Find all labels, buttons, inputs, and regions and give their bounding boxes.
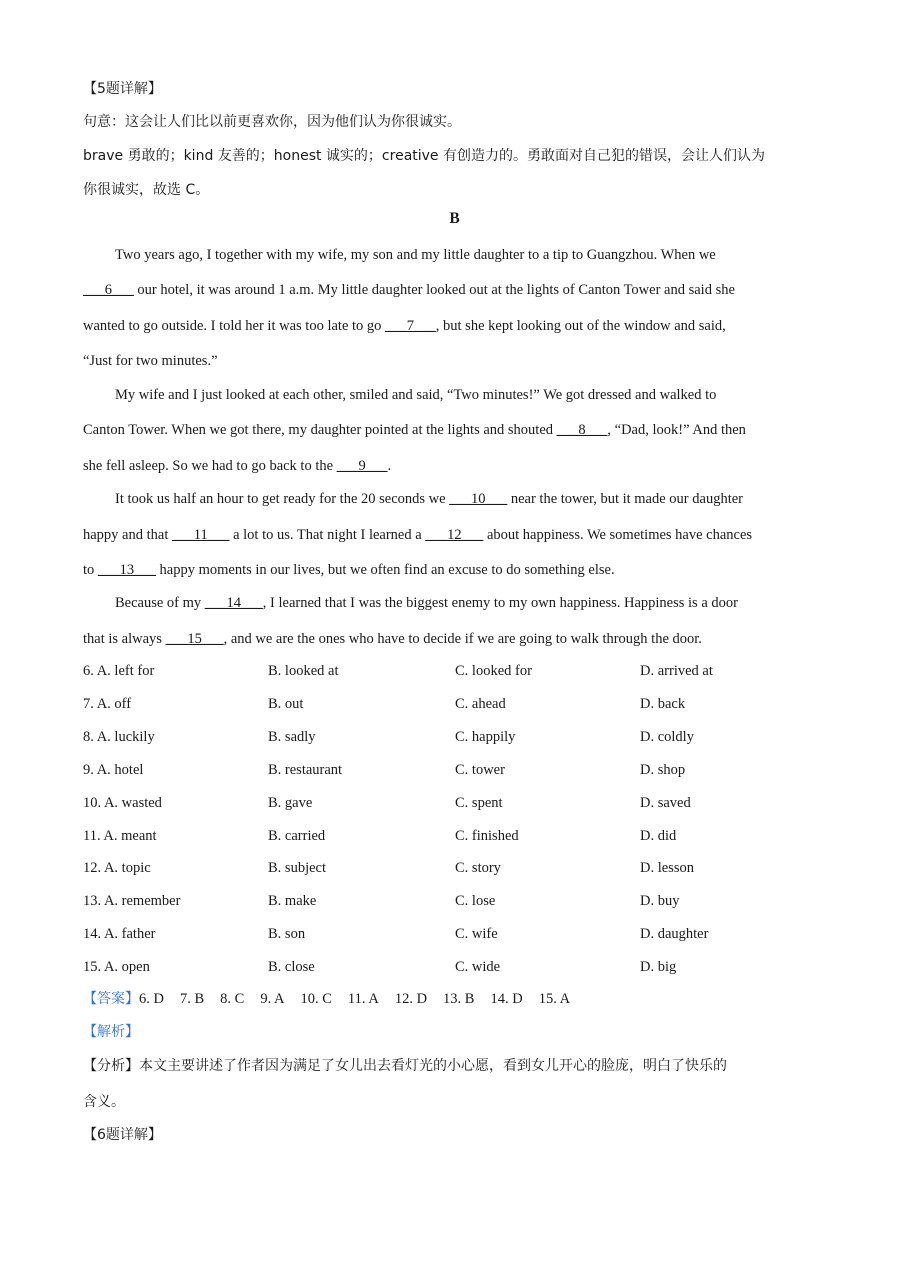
option-d: D. buy — [640, 893, 680, 909]
answer-line — [83, 988, 586, 1008]
heading-q5: 【5题详解】 — [83, 81, 162, 97]
passage-text: about happiness. We sometimes have chances — [483, 527, 753, 543]
option-b: B. make — [268, 893, 317, 909]
blank-10: ___10___ — [449, 491, 508, 507]
option-b: B. out — [268, 696, 304, 712]
passage-line — [115, 595, 738, 612]
blank-14: ___14___ — [204, 595, 263, 611]
analysis-label: 【解析】 — [83, 1024, 139, 1040]
passage-text: . — [387, 458, 392, 474]
answer-item: 12. D — [394, 991, 428, 1007]
passage-text: happy moments in our lives, but we often find an excuse to do something else. — [155, 562, 615, 578]
option-a: 8. A. luckily — [83, 729, 155, 745]
option-c: C. wide — [455, 959, 501, 975]
passage-text: happy and that — [83, 527, 172, 543]
passage-text: near the tower, but it made our daughter — [507, 491, 743, 507]
option-a: 7. A. off — [83, 696, 132, 712]
blank-7: ___7___ — [385, 318, 436, 334]
answer-item: 9. A — [260, 991, 285, 1007]
answer-item: 7. B — [179, 991, 205, 1007]
blank-11: ___11___ — [172, 527, 230, 543]
vocab-explanation-line-2: 你很诚实，故选 C。 — [83, 182, 210, 198]
blank-12: ___12___ — [425, 527, 484, 543]
option-b: B. subject — [268, 860, 326, 876]
section-title: B — [449, 210, 460, 227]
passage-line: “Just for two minutes.” — [83, 353, 218, 369]
option-c: C. tower — [455, 762, 505, 778]
passage-line — [115, 491, 743, 508]
option-a: 13. A. remember — [83, 893, 181, 909]
option-b: B. sadly — [268, 729, 316, 745]
passage-text: that is always — [83, 631, 166, 647]
blank-6: ___6___ — [83, 282, 134, 298]
option-c: C. spent — [455, 795, 503, 811]
option-a: 10. A. wasted — [83, 795, 162, 811]
passage-line — [83, 318, 726, 335]
passage-line: My wife and I just looked at each other, smiled and said, “Two minutes!” We got dressed and walked to — [115, 387, 717, 403]
analysis-line-1: 【分析】本文主要讲述了作者因为满足了女儿出去看灯光的小心愿，看到女儿开心的脸庞，明白了快乐的 — [83, 1058, 727, 1074]
passage-text: , but she kept looking out of the window and said, — [435, 318, 726, 334]
answer-item: 8. C — [220, 991, 245, 1007]
passage-text: wanted to go outside. I told her it was too late to go — [83, 318, 386, 334]
passage-text: a lot to us. That night I learned a — [229, 527, 426, 543]
option-c: C. looked for — [455, 663, 532, 679]
blank-13: ___13___ — [97, 562, 156, 578]
answer-item: 10. C — [300, 991, 332, 1007]
option-b: B. carried — [268, 828, 326, 844]
passage-text: , and we are the ones who have to decide if we are going to walk through the door. — [223, 631, 702, 647]
option-d: D. arrived at — [640, 663, 713, 679]
option-a: 12. A. topic — [83, 860, 151, 876]
option-d: D. shop — [640, 762, 686, 778]
passage-line — [83, 282, 735, 299]
option-d: D. lesson — [640, 860, 694, 876]
option-b: B. looked at — [268, 663, 339, 679]
option-b: B. gave — [268, 795, 313, 811]
passage-text: Canton Tower. When we got there, my daughter pointed at the lights and shouted — [83, 422, 557, 438]
passage-text: , I learned that I was the biggest enemy to my own happiness. Happiness is a door — [262, 595, 738, 611]
option-c: C. ahead — [455, 696, 506, 712]
blank-8: ___8___ — [556, 422, 608, 438]
option-b: B. close — [268, 959, 315, 975]
passage-line — [83, 631, 702, 648]
option-a: 11. A. meant — [83, 828, 157, 844]
passage-text: It took us half an hour to get ready for the 20 seconds we — [115, 491, 450, 507]
passage-text: she fell asleep. So we had to go back to the — [83, 458, 337, 474]
passage-text: to — [83, 562, 98, 578]
option-d: D. saved — [640, 795, 691, 811]
heading-q6: 【6题详解】 — [83, 1127, 162, 1143]
passage-line — [83, 422, 746, 439]
option-c: C. happily — [455, 729, 516, 745]
sentence-meaning: 句意：这会让人们比以前更喜欢你，因为他们认为你很诚实。 — [83, 114, 461, 130]
answer-list — [139, 991, 586, 1007]
passage-line — [115, 247, 716, 264]
passage-line — [83, 527, 752, 544]
answer-item: 6. D — [139, 991, 164, 1007]
option-a: 6. A. left for — [83, 663, 155, 679]
answer-label: 【答案】 — [83, 991, 139, 1007]
passage-text: , “Dad, look!” And then — [607, 422, 746, 438]
vocab-explanation-line-1: brave 勇敢的；kind 友善的；honest 诚实的；creative 有创造力的。勇敢面对自己犯的错误，会让人们认为 — [83, 148, 765, 164]
blank-9: ___9___ — [336, 458, 388, 474]
answer-item: 11. A — [347, 991, 379, 1007]
option-c: C. lose — [455, 893, 496, 909]
analysis-line-2: 含义。 — [83, 1094, 125, 1110]
passage-text: our hotel, it was around 1 a.m. My little daughter looked out at the lights of Canton Tower and said she — [133, 282, 735, 298]
passage-text: Because of my — [115, 595, 205, 611]
answer-item: 13. B — [443, 991, 475, 1007]
passage-text: Two years ago, I together with my wife, my son and my little daughter to a tip to Guangzhou. When we — [115, 247, 716, 263]
option-c: C. wife — [455, 926, 498, 942]
answer-item: 14. D — [490, 991, 523, 1007]
option-b: B. son — [268, 926, 306, 942]
option-d: D. did — [640, 828, 677, 844]
passage-line — [83, 562, 615, 579]
option-d: D. daughter — [640, 926, 709, 942]
blank-15: ___15___ — [165, 631, 224, 647]
option-a: 9. A. hotel — [83, 762, 144, 778]
option-a: 15. A. open — [83, 959, 150, 975]
option-d: D. big — [640, 959, 677, 975]
option-c: C. finished — [455, 828, 519, 844]
option-d: D. coldly — [640, 729, 694, 745]
option-a: 14. A. father — [83, 926, 156, 942]
answer-item: 15. A — [538, 991, 571, 1007]
option-d: D. back — [640, 696, 686, 712]
option-c: C. story — [455, 860, 501, 876]
option-b: B. restaurant — [268, 762, 343, 778]
passage-line — [83, 458, 391, 475]
